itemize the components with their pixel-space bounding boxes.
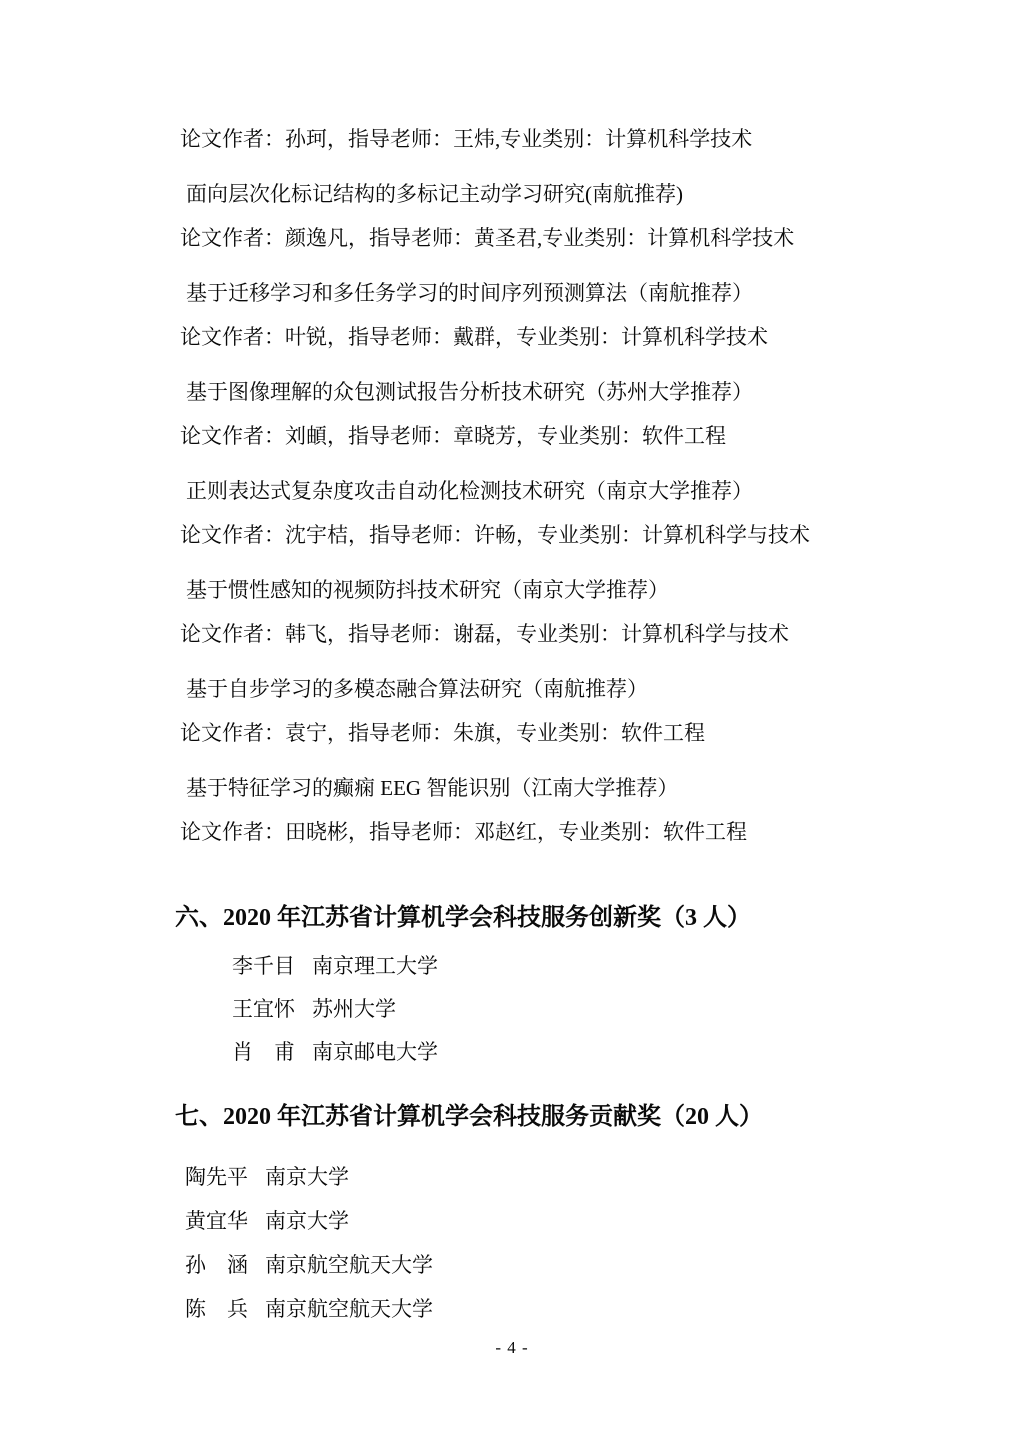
recipient-name: 黄宜华	[185, 1209, 248, 1233]
recipient-name: 孙 涵	[185, 1253, 248, 1277]
page-number: - 4 -	[495, 1338, 529, 1357]
award-recipient-row	[232, 955, 984, 977]
page-content	[175, 127, 984, 1321]
thesis-entry-line: 基于惯性感知的视频防抖技术研究（南京大学推荐）	[186, 578, 669, 602]
contribution-award-people-list	[180, 1166, 984, 1320]
thesis-entry-line: 论文作者：韩飞，指导老师：谢磊，专业类别：计算机科学与技术	[180, 622, 789, 646]
recipient-affiliation: 南京大学	[265, 1165, 349, 1189]
award-recipient-row	[185, 1298, 984, 1320]
award-recipient-row	[185, 1254, 984, 1276]
recipient-affiliation: 南京邮电大学	[312, 1040, 438, 1064]
recipient-name: 李千目	[232, 954, 295, 978]
section-heading-contribution-award: 七、2020 年江苏省计算机学会科技服务贡献奖（20 人）	[175, 1104, 763, 1130]
recipient-affiliation: 苏州大学	[312, 997, 396, 1021]
recipient-name: 陶先平	[185, 1165, 248, 1189]
award-recipient-row	[185, 1210, 984, 1232]
thesis-entry-line: 论文作者：沈宇桔，指导老师：许畅，专业类别：计算机科学与技术	[180, 523, 810, 547]
thesis-entry-line: 论文作者：袁宁，指导老师：朱旗，专业类别：软件工程	[180, 721, 705, 745]
section-heading-innovation-award: 六、2020 年江苏省计算机学会科技服务创新奖（3 人）	[175, 905, 751, 931]
recipient-affiliation: 南京航空航天大学	[265, 1297, 433, 1321]
award-recipient-row	[232, 1041, 984, 1063]
thesis-entry-line: 论文作者：叶锐，指导老师：戴群，专业类别：计算机科学技术	[180, 325, 768, 349]
thesis-entry-line: 基于迁移学习和多任务学习的时间序列预测算法（南航推荐）	[186, 281, 753, 305]
recipient-name: 陈 兵	[185, 1297, 248, 1321]
recipient-name: 肖 甫	[232, 1040, 295, 1064]
recipient-affiliation: 南京理工大学	[312, 954, 438, 978]
innovation-award-people-list	[180, 955, 984, 1063]
thesis-entry-line: 基于图像理解的众包测试报告分析技术研究（苏州大学推荐）	[186, 380, 753, 404]
recipient-affiliation: 南京航空航天大学	[265, 1253, 433, 1277]
thesis-entry-line: 面向层次化标记结构的多标记主动学习研究(南航推荐)	[186, 182, 683, 206]
award-recipient-row	[232, 998, 984, 1020]
thesis-entry-line: 基于特征学习的癫痫 EEG 智能识别（江南大学推荐）	[186, 776, 679, 800]
thesis-entry-line: 基于自步学习的多模态融合算法研究（南航推荐）	[186, 677, 648, 701]
recipient-affiliation: 南京大学	[265, 1209, 349, 1233]
thesis-entry-line: 论文作者：刘頔，指导老师：章晓芳，专业类别：软件工程	[180, 424, 726, 448]
thesis-entry-line: 论文作者：田晓彬，指导老师：邓赵红，专业类别：软件工程	[180, 820, 747, 844]
thesis-entry-line: 正则表达式复杂度攻击自动化检测技术研究（南京大学推荐）	[186, 479, 753, 503]
thesis-entry-line: 论文作者：颜逸凡，指导老师：黄圣君,专业类别：计算机科学技术	[180, 226, 795, 250]
recipient-name: 王宜怀	[232, 997, 295, 1021]
award-recipient-row	[185, 1166, 984, 1188]
thesis-entries-list	[180, 128, 984, 843]
thesis-entry-line: 论文作者：孙珂，指导老师：王炜,专业类别：计算机科学技术	[180, 127, 753, 151]
